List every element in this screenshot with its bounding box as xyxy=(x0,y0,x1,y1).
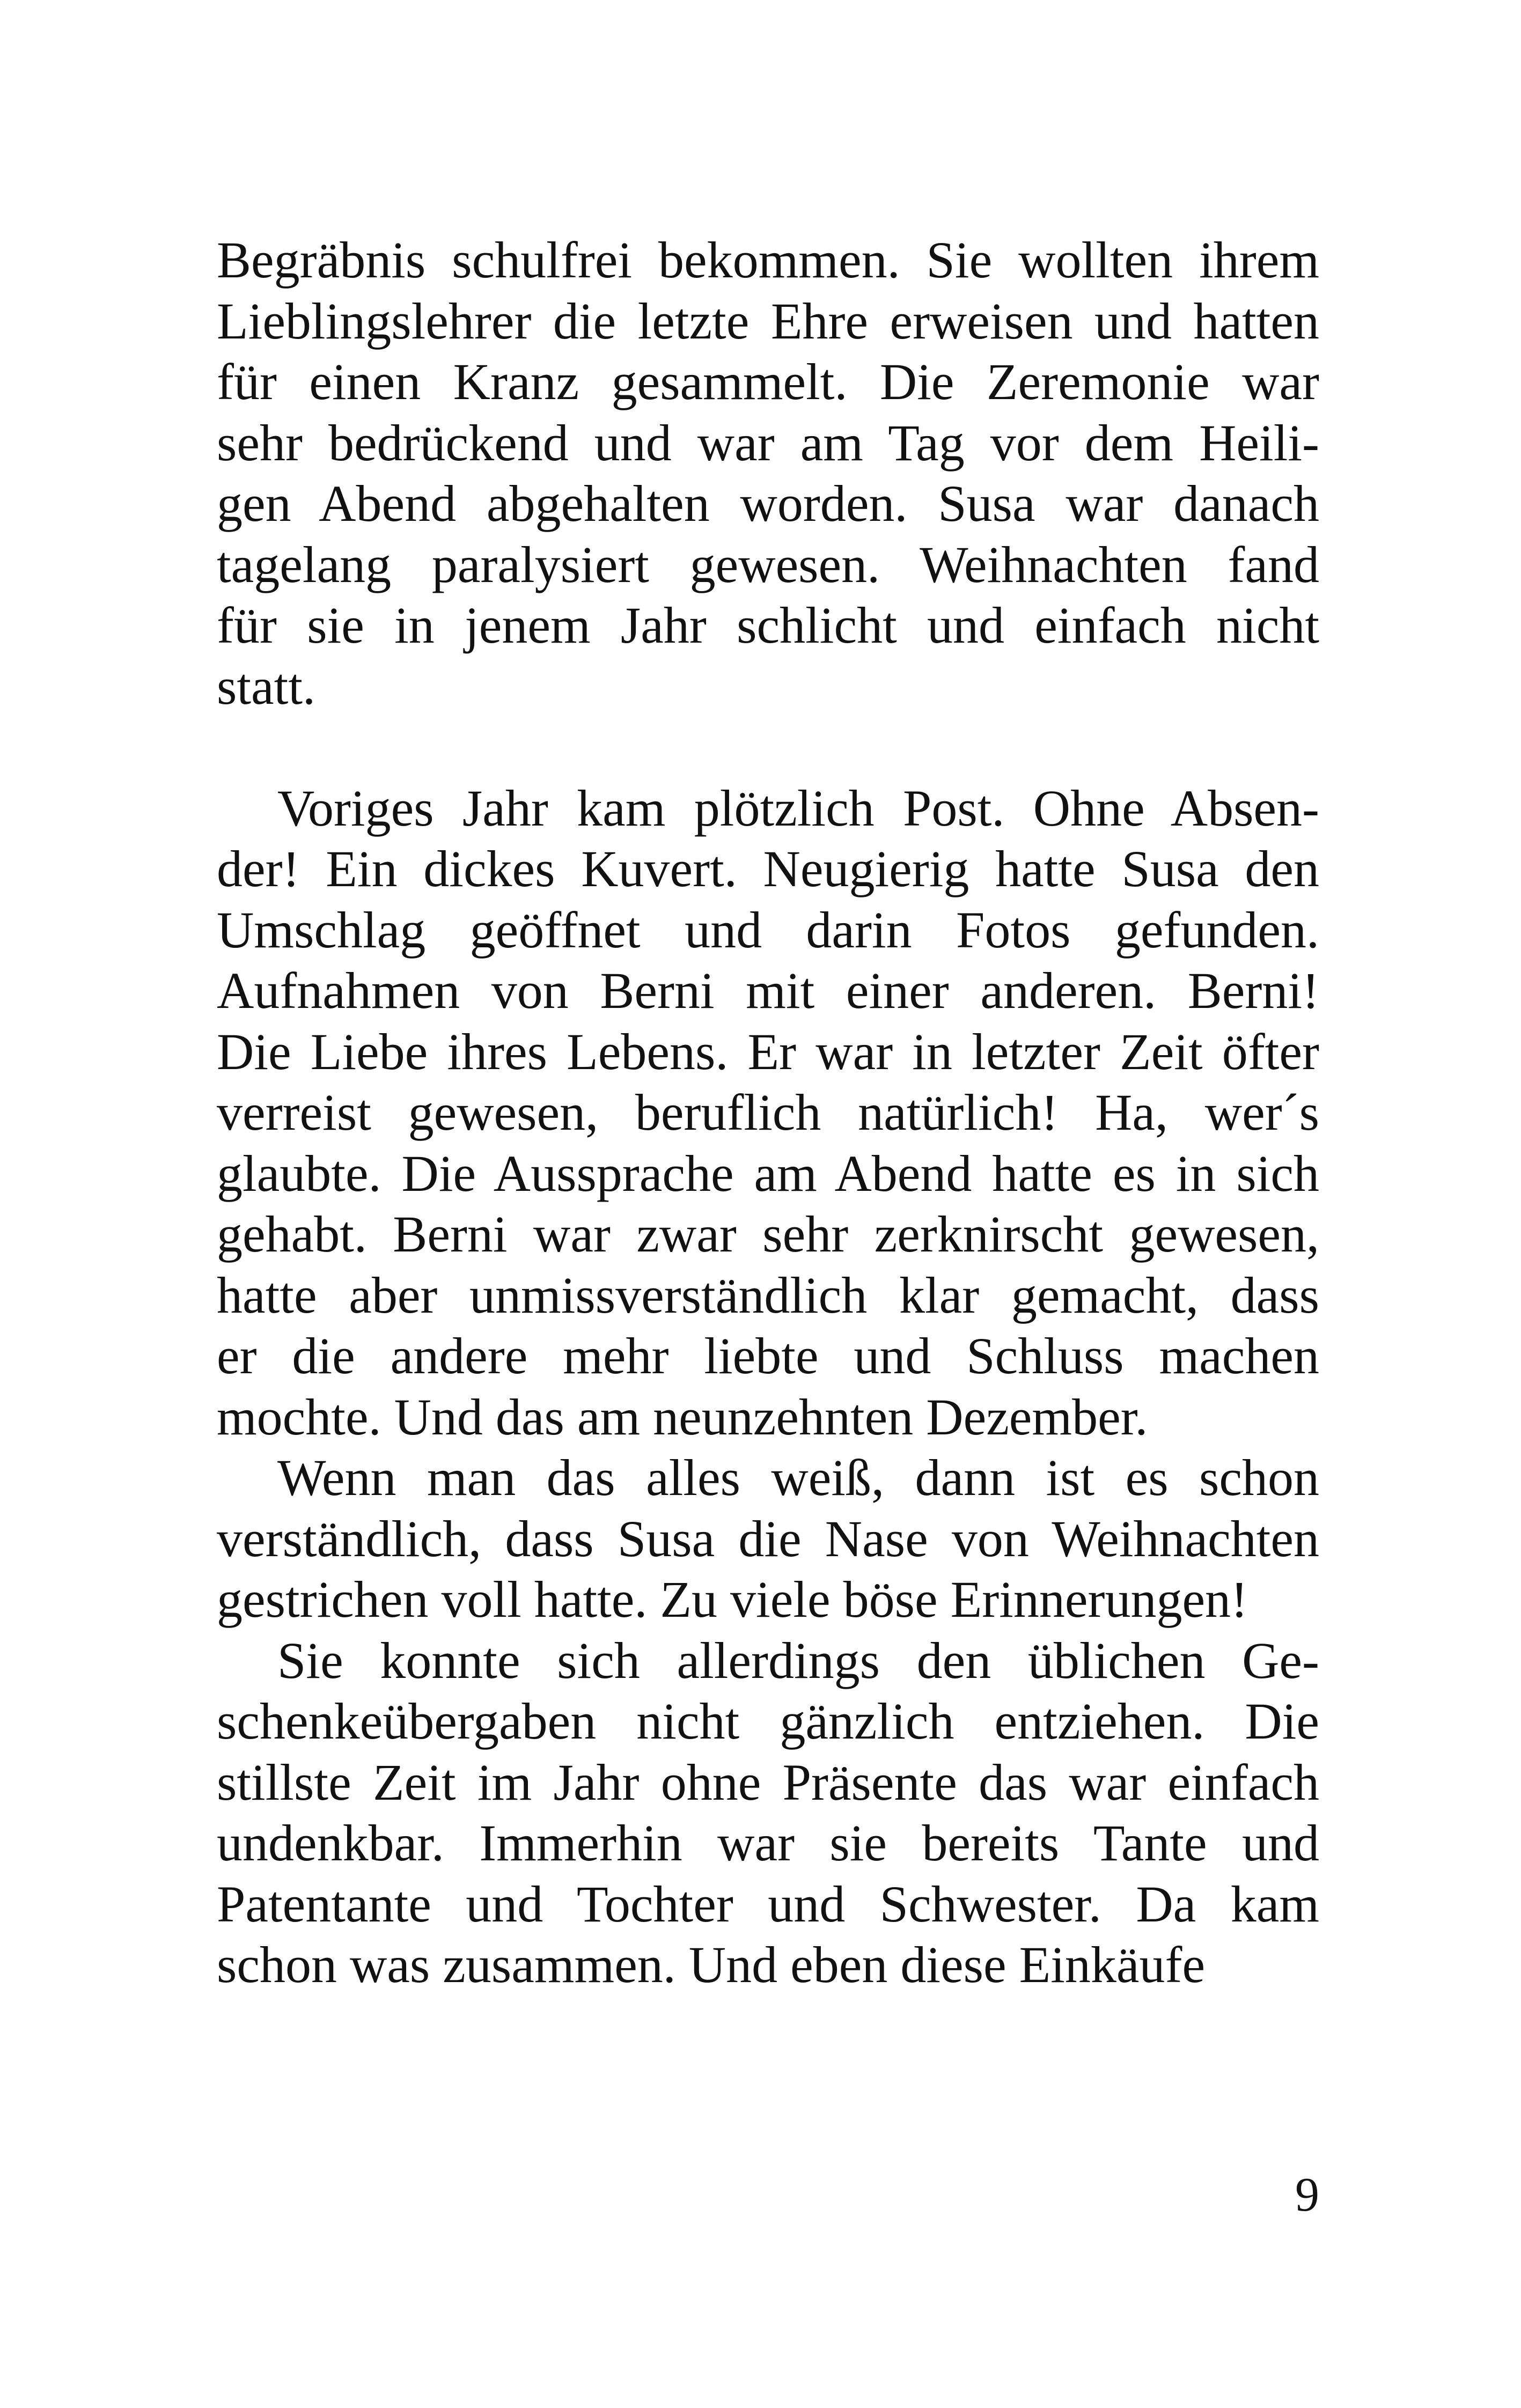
text-line: Die Liebe ihres Lebens. Er war in letzter Zeit öfter xyxy=(217,1022,1319,1080)
text-line: Wenn man das alles weiß, dann ist es schon xyxy=(277,1449,1319,1506)
text-line: stillste Zeit im Jahr ohne Präsente das war einfach xyxy=(217,1753,1319,1811)
text-line: für einen Kranz gesammelt. Die Zeremonie war xyxy=(217,353,1319,410)
text-line: mochte. Und das am neunzehnten Dezember. xyxy=(217,1388,1148,1446)
text-line: sehr bedrückend und war am Tag vor dem Heili- xyxy=(217,414,1319,472)
text-line: hatte aber unmissverständlich klar gemacht, dass xyxy=(217,1266,1319,1324)
text-line: schon was zusammen. Und eben diese Einkäufe xyxy=(217,1936,1206,1993)
text-line: Voriges Jahr kam plötzlich Post. Ohne Absen- xyxy=(277,779,1319,837)
text-line: verständlich, dass Susa die Nase von Weihnachten xyxy=(217,1509,1319,1567)
text-line: Aufnahmen von Berni mit einer anderen. Berni! xyxy=(217,962,1319,1019)
paragraph-gap xyxy=(217,717,1319,778)
text-line: für sie in jenem Jahr schlicht und einfach nicht xyxy=(217,597,1319,654)
text-line: der! Ein dickes Kuvert. Neugierig hatte Susa den xyxy=(217,840,1319,897)
text-line: glaubte. Die Aussprache am Abend hatte es in sich xyxy=(217,1144,1319,1202)
text-line: Lieblingslehrer die letzte Ehre erweisen und hatten xyxy=(217,292,1319,350)
text-line: tagelang paralysiert gewesen. Weihnachten fand xyxy=(217,535,1319,593)
text-line: Patentante und Tochter und Schwester. Da kam xyxy=(217,1875,1319,1933)
body-text xyxy=(217,230,1319,1995)
page-number: 9 xyxy=(1295,2168,1319,2221)
text-line: gen Abend abgehalten worden. Susa war danach xyxy=(217,475,1319,532)
text-line: Umschlag geöffnet und darin Fotos gefunden. xyxy=(217,901,1319,959)
text-line: undenkbar. Immerhin war sie bereits Tante und xyxy=(217,1814,1319,1872)
text-line: gestrichen voll hatte. Zu viele böse Erinnerungen! xyxy=(217,1571,1248,1628)
text-line: er die andere mehr liebte und Schluss machen xyxy=(217,1327,1319,1385)
text-line: schenkeübergaben nicht gänzlich entziehen. Die xyxy=(217,1692,1319,1750)
text-line: Sie konnte sich allerdings den üblichen Ge- xyxy=(277,1631,1319,1689)
text-line: gehabt. Berni war zwar sehr zerknirscht gewesen, xyxy=(217,1205,1319,1263)
text-line: verreist gewesen, beruflich natürlich! Ha, wer´s xyxy=(217,1084,1319,1141)
text-line: statt. xyxy=(217,657,315,715)
text-line: Begräbnis schulfrei bekommen. Sie wollten ihrem xyxy=(217,231,1319,289)
